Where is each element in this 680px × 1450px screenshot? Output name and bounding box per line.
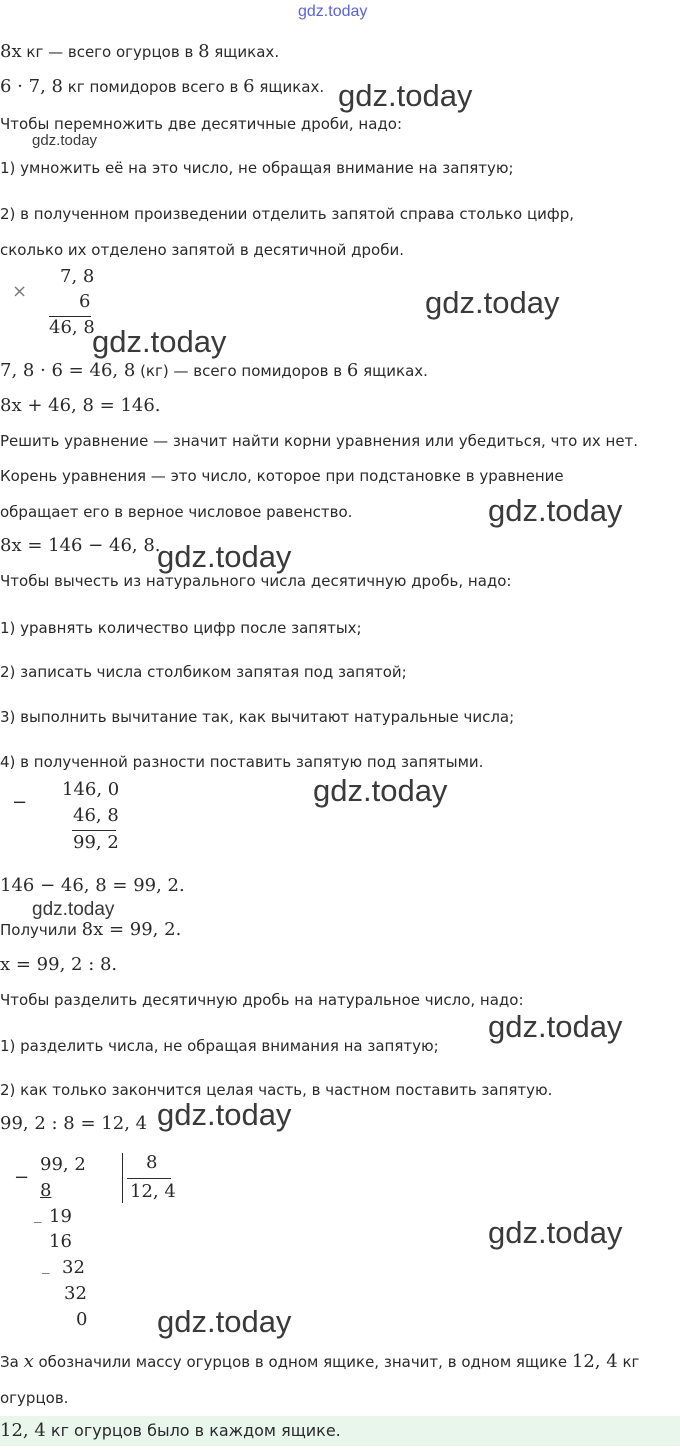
mult-result: 46, 8 [49,317,95,338]
div-remainder-final: 0 [76,1309,88,1330]
line-cucumbers-total: 8x кг — всего огурцов в 8 ящиках. [0,41,280,62]
div-dividend: 99, 2 [40,1154,86,1175]
rule-mult-title: Чтобы перемножить две десятичные дроби, надо: [0,115,403,133]
div-sign: − [14,1167,30,1188]
rule-mult-step-2: 2) в полученном произведении отделить запятой справа столько цифр, [0,205,575,223]
rule-mult-step-1: 1) умножить её на это число, не обращая внимание на запятую; [0,159,514,177]
watermark: gdz.today [157,1304,292,1339]
rule-sub-step-3: 3) выполнить вычитание так, как вычитают натуральные числа; [0,708,515,726]
div-quotient: 12, 4 [130,1181,176,1202]
div-step-2-sub: 16 [49,1231,72,1252]
div-step-3-sub: 32 [64,1283,87,1304]
div-step-2-sign: _ [34,1205,42,1223]
definition-solve: Решить уравнение — значит найти корни уравнения или убедиться, что их нет. [0,432,639,450]
mult-sign: × [12,281,28,302]
watermark: gdz.today [488,1009,623,1044]
sub-result: 99, 2 [73,832,119,853]
sub-subtrahend: 46, 8 [73,805,119,826]
sub-sign: − [12,792,28,813]
div-vertical-rule [122,1153,123,1203]
rule-sub-title: Чтобы вычесть из натурального числа десятичную дробь, надо: [0,572,512,590]
equation-5: 99, 2 : 8 = 12, 4 [0,1113,148,1134]
div-quotient-rule [127,1178,171,1179]
watermark-top: gdz.today [298,3,368,20]
definition-root-cont: обращает его в верное числовое равенство. [0,503,353,521]
watermark: gdz.today [488,493,623,528]
equation-2: 8x = 146 − 46, 8. [0,535,161,556]
equation-4: x = 99, 2 : 8. [0,954,118,975]
rule-div-title: Чтобы разделить десятичную дробь на натуральное число, надо: [0,991,524,1009]
watermark: gdz.today [157,539,292,574]
div-remainder-1: 19 [49,1206,72,1227]
mult-factor-b: 6 [79,291,91,312]
line-got: Получили 8x = 99, 2. [0,919,182,940]
watermark: gdz.today [92,324,227,359]
watermark: gdz.today [425,285,560,320]
rule-sub-step-4: 4) в полученной разности поставить запятую под запятыми. [0,753,484,771]
conclusion-line-2: огурцов. [0,1389,69,1407]
definition-root: Корень уравнения — это число, которое при подстановке в уравнение [0,467,564,485]
rule-div-step-1: 1) разделить числа, не обращая внимания на запятую; [0,1037,439,1055]
rule-mult-step-2-cont: сколько их отделено запятой в десятичной дроби. [0,241,404,259]
watermark: gdz.today [338,78,473,113]
rule-sub-step-2: 2) записать числа столбиком запятая под запятой; [0,663,407,681]
watermark: gdz.today [157,1097,292,1132]
conclusion-line-1: За x обозначили массу огурцов в одном ящике, значит, в одном ящике 12, 4 кг [0,1351,640,1372]
sub-minuend: 146, 0 [62,779,120,800]
line-tomatoes-expression: 6 · 7, 8 кг помидоров всего в 6 ящиках. [0,76,325,97]
line-tomatoes-total: 7, 8 · 6 = 46, 8 (кг) — всего помидоров в 6 ящиках. [0,360,428,381]
watermark-small: gdz.today [32,132,98,149]
equation-1: 8x + 46, 8 = 146. [0,395,161,416]
div-step-1-sub: 8 [40,1180,52,1201]
watermark: gdz.today [488,1215,623,1250]
div-remainder-2: 32 [62,1257,85,1278]
div-step-3-sign: _ [42,1256,50,1274]
rule-div-step-2: 2) как только закончится целая часть, в частном поставить запятую. [0,1081,553,1099]
sub-rule [72,830,116,831]
mult-factor-a: 7, 8 [60,266,95,287]
answer-box: 12, 4 кг огурцов было в каждом ящике. [0,1416,680,1446]
watermark-small: gdz.today [32,899,115,920]
equation-3: 146 − 46, 8 = 99, 2. [0,875,185,896]
watermark: gdz.today [313,773,448,808]
div-divisor: 8 [146,1152,158,1173]
rule-sub-step-1: 1) уравнять количество цифр после запятых; [0,619,362,637]
